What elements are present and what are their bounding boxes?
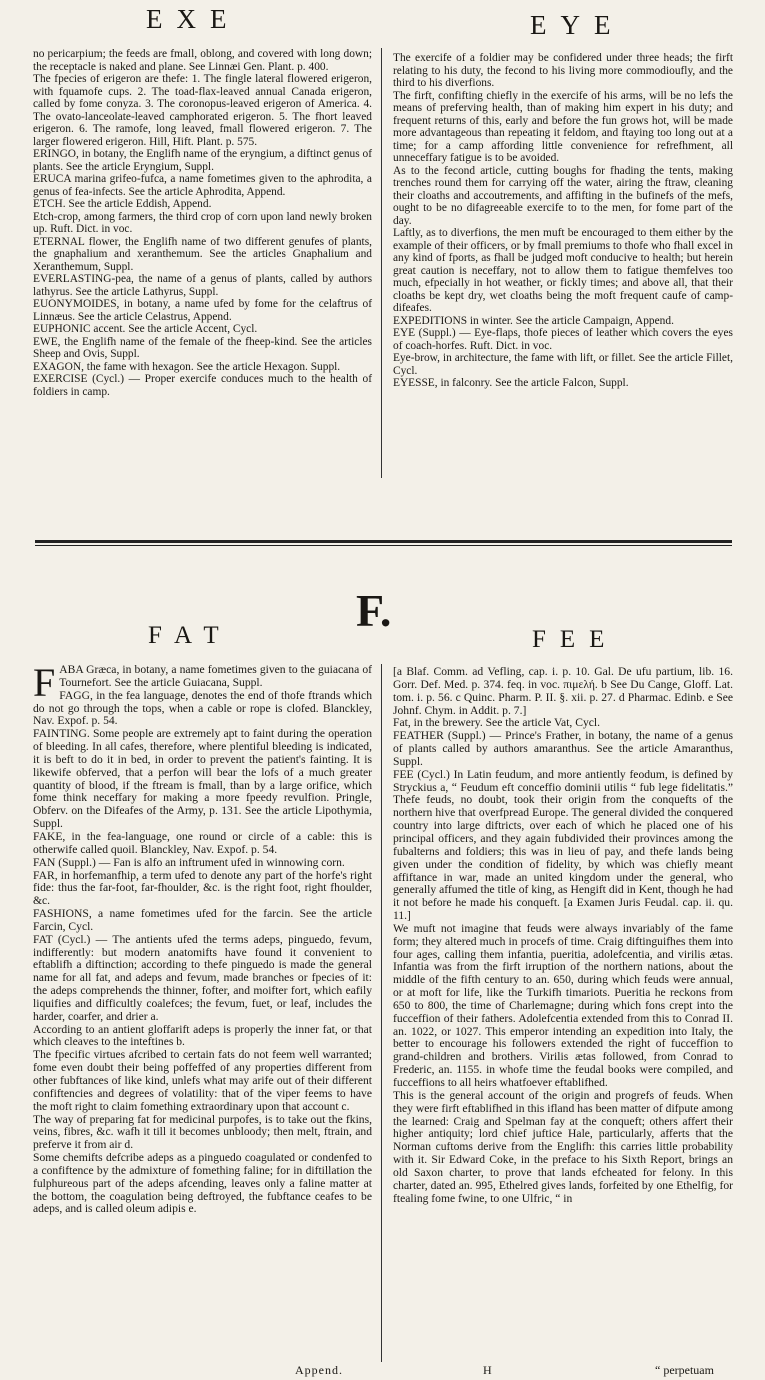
paragraph: EVERLASTING-pea, the name of a genus of plants, called by authors lathyrus. See the article Lathyrus, Suppl. <box>33 273 372 298</box>
paragraph: Laftly, as to diverfions, the men muft be encouraged to them either by the example of their officers, or by fmall premiums to thofe who fhall excel in any kind of fports, as fhall be judged moft conducive to health; but herein great caution is neceffary, not to allow them to fatigue themfelves too much, efpecially in hot weather, or fickly times; and above all, that their cloaths be kept dry, wet cloaths being the moft frequent caufe of camp-difeafes. <box>393 227 733 314</box>
section-rule-thin <box>35 545 732 546</box>
drop-cap: F <box>33 660 56 705</box>
paragraph: FAKE, in the fea-language, one round or circle of a cable: this is otherwife called quoil. Blanckley, Nav. Expof. p. 54. <box>33 829 372 856</box>
paragraph: EWE, the Englifh name of the female of the fheep-kind. See the articles Sheep and Ovis, Suppl. <box>33 335 372 360</box>
paragraph: This is the general account of the origin and progrefs of feuds. When they were firft eftablifhed in this ifland has been matter of difpute among the learned: Craig and Spelman fay at the conqueft; others affert their higher antiquity; lord chief juftice Hale, particularly, afferts that the Norman cuftoms derive from the Englifh: this carries little probability with it. Sir Edward Coke, in the preface to his Sixth Report, brings an old Saxon charter, to prove that lands efcheated for felony. In this charter, dated an. 995, Ethelred gives lands, forfeited by one Ethelfig, for ftealing fome fwine, to one Ulfric, “ in <box>393 1088 733 1205</box>
paragraph: The firft, confifting chiefly in the exercife of his arms, will be no lefs the means of preferving health, than of making him expert in his duty; and frequent returns of this, early and before the fun grows hot, will be made more advantageous than repeating it feldom, and ftaying too long out at a time; for a camp affording little convenience for refrefhment, all unneceffary fatigue is to be avoided. <box>393 89 733 164</box>
paragraph: FAR, in horfemanfhip, a term ufed to denote any part of the horfe's right fide: thus the far-foot, far-fhoulder, &c. is the right foot, right fhoulder, &c. <box>33 868 372 908</box>
paragraph: FEE (Cycl.) In Latin feudum, and more antiently feodum, is defined by Stryckius a, “ Feudum eft conceffio dominii utilis “ fub lege fidelitatis.” Thefe feuds, no doubt, took their origin from the conquefts of the northern hive that overfpread Europe. The general divided the conquered country into large diftricts, over each of which he placed one of his principal officers, and they again fubdivided their provinces among the fubalterns and foldiers; this was in lieu of pay, and thefe lands being given under the condition of fidelity, by which was chiefly meant affiftance in war, made an united kingdom under the general, who generally affumed the title of king, as Hengift did in Kent, though he had it not before he made his conqueft. [a Examen Juris Feudal. cap. ii. qu. 11.] <box>393 767 733 923</box>
top-right-column <box>393 52 733 390</box>
catchword-left: Append. <box>295 1363 343 1377</box>
paragraph: EUPHONIC accent. See the article Accent, Cycl. <box>33 323 258 335</box>
paragraph: EXAGON, the fame with hexagon. See the article Hexagon. Suppl. <box>33 360 341 373</box>
paragraph: As to the fecond article, cutting boughs for fhading the tents, making trenches round them for carrying off the water, airing the ftraw, cleaning their cloaths and accoutrements, and affifting in the bufinefs of the mefs, ought to be no difagreeable exercife to to the men, for fome part of the day. <box>393 164 733 227</box>
paragraph: ERINGO, in botany, the Englifh name of the eryngium, a diftinct genus of plants. See the article Eryngium, Suppl. <box>33 148 372 173</box>
paragraph: FAGG, in the fea language, denotes the end of thofe ftrands which do not go through the tops, when a cable or rope is clofed. Blanckley, Nav. Expof. p. 54. <box>33 688 372 728</box>
paragraph: The way of preparing fat for medicinal purpofes, is to take out the fkins, veins, fibres, &c. wafh it till it becomes unbloody; then melt, ftrain, and preferve it from air d. <box>33 1112 372 1152</box>
section-letter: F. <box>356 585 392 636</box>
signature-mark: H <box>483 1363 492 1377</box>
paragraph: Etch-crop, among farmers, the third crop of corn upon land newly broken up. Ruft. Dict. in voc. <box>33 210 372 235</box>
paragraph: EXERCISE (Cycl.) — Proper exercife conduces much to the health of foldiers in camp. <box>33 373 372 398</box>
bottom-right-column <box>393 666 733 1205</box>
paragraph: FAT (Cycl.) — The antients ufed the terms adeps, pinguedo, fevum, indifferently: but modern anatomifts have found it convenient to eftablifh a diftinction; according to thefe pinguedo is made the general name for all fat, and adeps and fevum, made branches or fpecies of it: the adeps comprehends the thinner, fofter, and moifter fort, which eafily liquifies and difficultly coalefces; the fevum, fuet, or leaf, includes the harder, coarfer, and drier a. <box>33 932 372 1023</box>
paragraph: ETERNAL flower, the Englifh name of two different genufes of plants, the gnaphalium and xeranthemum. See the articles Gnaphalium and Xeranthemum, Suppl. <box>33 235 372 273</box>
paragraph: ERUCA marina grifeo-fufca, a name fometimes given to the aphrodita, a genus of fea-infects. See the article Aphrodita, Append. <box>33 173 372 198</box>
paragraph: Some chemifts defcribe adeps as a pinguedo coagulated or condenfed to a confiftence by the admixture of fomething faline; for in diftillation the fulphureous part of the adeps afcending, leaves only a faline matter at the bottom, the coagulation being deftroyed, the fubftance ceafes to be adeps, and is called oleum adipis e. <box>33 1151 372 1216</box>
paragraph: EXPEDITIONS in winter. See the article Campaign, Append. <box>393 314 674 327</box>
bottom-left-column <box>33 660 372 1216</box>
paragraph: The fpecies of erigeron are thefe: 1. The fingle lateral flowered erigeron, with fquamofe cups. 2. The toad-flax-leaved annual Canada erigeron, called by fome conyza. 3. The coronopus-leaved erigeron of America. 4. The ovato-lanceolate-leaved camphorated erigeron. 5. The fhort leaved erigeron. 6. The ramofe, long leaved, fmall flowered erigeron. 7. The larger flowered erigeron. Hill, Hift. Plant. p. 575. <box>33 73 372 148</box>
paragraph: FAINTING. Some people are extremely apt to faint during the operation of bleeding. In all cafes, therefore, where plentiful bleeding is indicated, it is beft to do it in bed, in order to prevent the patient's fainting. It is likewife obferved, that a perfon will bear the lofs of a much greater quantity of blood, if the ftream is fmall, than by a large orifice, which fome think neceffary for making a more fpeedy revulfion. Pringle, Obferv. on the Difeafes of the Army, p. 131. See the article Lipothymia, Suppl. <box>33 727 372 831</box>
paragraph: We muft not imagine that feuds were always invariably of the fame form; they altered much in procefs of time. Craig diftinguifhes them into four ages, calling them infantia, pueritia, adolefcentia, and virilis ætas. Infantia was from the firft irruption of the northern nations, about the middle of the fifth century to an. 650, during which feuds were annual, or at moft for life, like the Turkifh timariots. Pueritia he reckons from 650 to 800, the time of Charlemagne; during which fons crept into the fucceffion of their fathers. Adolefcentia extended from this to Conrad II. an. 1022, or 1027. This emperor intending an expedition into Italy, the better to encourage his followers extended the right of fucceffion to grand-children and brothers. Virilis ætas followed, from Conrad to Frederic, an. 1155. in whofe time the feudal books were compiled, and fucceffions to all heirs whatfoever eftablifhed. <box>393 921 733 1089</box>
paragraph: FAN (Suppl.) — Fan is alfo an inftrument ufed in winnowing corn. <box>33 855 345 869</box>
paragraph: ETCH. See the article Eddish, Append. <box>33 198 212 210</box>
paragraph: EYESSE, in falconry. See the article Falcon, Suppl. <box>393 377 629 389</box>
paragraph: FEATHER (Suppl.) — Prince's Frather, in botany, the name of a genus of plants called by authors amaranthus. See the article Amaranthus, Suppl. <box>393 729 733 768</box>
bottom-left-header: FAT <box>148 622 233 649</box>
catchword-right: “ perpetuam <box>655 1363 714 1377</box>
paragraph: [a Blaf. Comm. ad Vefling, cap. i. p. 10. Gal. De ufu partium, lib. 16. Gorr. Def. Med. p. 374. feq. in voc. πιμελή. b See Du Cange, Gloff. Lat. tom. i. p. 56. c Quinc. Pharm. P. II. §. xii. p. 27. d Pharmac. Edinb. e See Johnf. Chym. in Addit. p. 7.] <box>393 665 733 717</box>
paragraph: According to an antient gloffarift adeps is properly the inner fat, or that which cleaves to the inteftines b. <box>33 1022 372 1049</box>
top-left-header: EXE <box>146 4 241 34</box>
paragraph-text: ABA Græca, in botany, a name fometimes given to the guiacana of Tournefort. See the article Guiacana, Suppl. <box>59 663 372 689</box>
paragraph: The fpecific virtues afcribed to certain fats do not feem well warranted; fome even doubt their being poffeffed of any properties different from other fubftances of like kind, unlefs what may arife out of their different confiftencies and degrees of volatility: that of the viper feems to have the moft right to claim fomething extraordinary upon that account c. <box>33 1048 372 1113</box>
paragraph <box>33 660 372 705</box>
paragraph: EUONYMOIDES, in botany, a name ufed by fome for the celaftrus of Linnæus. See the article Celastrus, Append. <box>33 298 372 323</box>
top-column-divider <box>381 48 382 478</box>
paragraph: Fat, in the brewery. See the article Vat, Cycl. <box>393 716 601 730</box>
paragraph: no pericarpium; the feeds are fmall, oblong, and covered with long down; the receptacle is naked and plane. See Linnæi Gen. Plant. p. 400. <box>33 48 372 73</box>
paragraph: EYE (Suppl.) — Eye-flaps, thofe pieces of leather which covers the eyes of coach-horfes. Ruft. Dict. in voc. <box>393 327 733 352</box>
paragraph: The exercife of a foldier may be confidered under three heads; the firft relating to his duty, the fecond to his living more commodioufly, and the third to his diverfions. <box>393 52 733 89</box>
bottom-right-header: FEE <box>532 626 619 653</box>
bottom-column-divider <box>381 664 382 1362</box>
top-left-column <box>33 48 372 398</box>
top-right-header: EYE <box>530 10 625 40</box>
paragraph: Eye-brow, in architecture, the fame with lift, or fillet. See the article Fillet, Cycl. <box>393 352 733 377</box>
paragraph: FASHIONS, a name fometimes ufed for the farcin. See the article Farcin, Cycl. <box>33 907 372 933</box>
section-rule <box>35 540 732 543</box>
